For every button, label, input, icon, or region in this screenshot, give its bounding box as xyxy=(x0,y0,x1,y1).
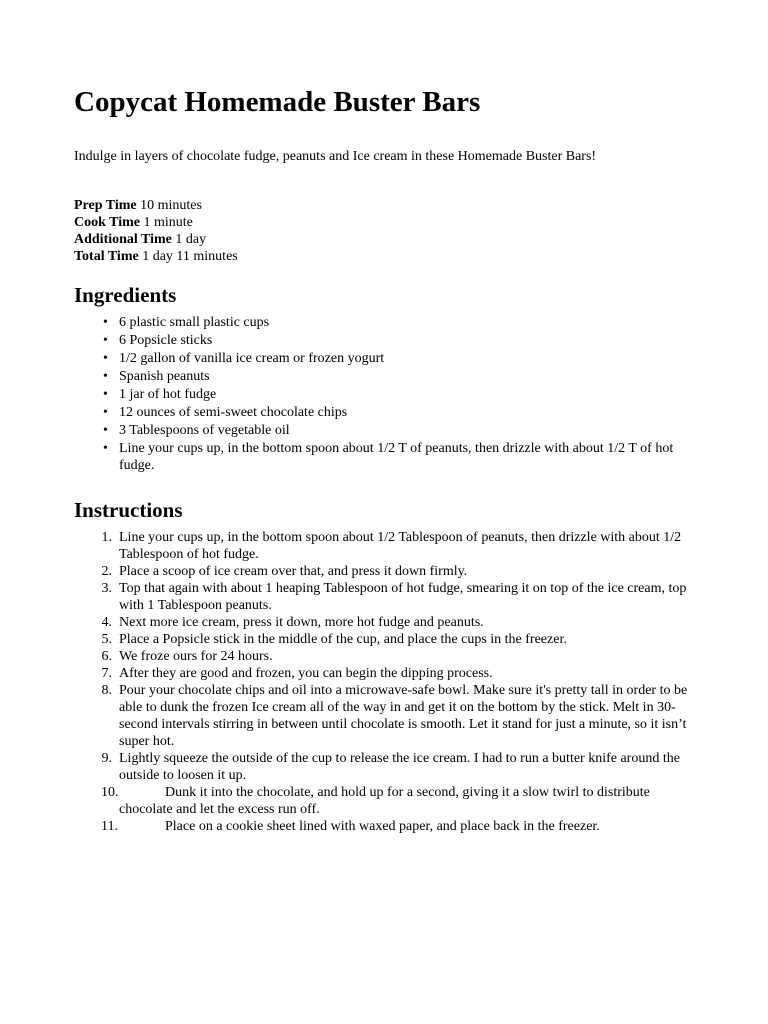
step-text: Dunk it into the chocolate, and hold up for a second, giving it a slow twirl to distribute chocolate and let the excess run off. xyxy=(119,785,650,817)
step-number: 5. xyxy=(101,632,112,647)
prep-time-value: 10 minutes xyxy=(140,198,202,213)
list-item xyxy=(74,614,704,631)
step-text: Lightly squeeze the outside of the cup to release the ice cream. I had to run a butter knife around the outside to loosen it up. xyxy=(119,751,680,783)
list-item xyxy=(74,631,704,648)
additional-time-label: Additional Time xyxy=(74,232,172,247)
cook-time-value: 1 minute xyxy=(143,215,193,230)
ingredient-text: 12 ounces of semi-sweet chocolate chips xyxy=(119,405,348,420)
step-text: After they are good and frozen, you can begin the dipping process. xyxy=(119,666,493,681)
list-item xyxy=(74,682,704,750)
total-time-row xyxy=(74,248,704,265)
step-number: 6. xyxy=(101,649,112,664)
step-number: 3. xyxy=(101,581,112,596)
bullet-icon: • xyxy=(103,423,108,438)
additional-time-row xyxy=(74,231,704,248)
step-number: 2. xyxy=(101,564,112,579)
cook-time-label: Cook Time xyxy=(74,215,140,230)
bullet-icon: • xyxy=(103,351,108,366)
recipe-times xyxy=(74,197,704,265)
ingredient-text: 1 jar of hot fudge xyxy=(119,387,217,402)
step-text: Line your cups up, in the bottom spoon about 1/2 Tablespoon of peanuts, then drizzle with about 1/2 Tablespoon of hot fudge. xyxy=(119,530,682,562)
prep-time-label: Prep Time xyxy=(74,198,137,213)
bullet-icon: • xyxy=(103,387,108,402)
list-item xyxy=(74,386,704,403)
list-item xyxy=(74,580,704,614)
ingredient-text: 6 plastic small plastic cups xyxy=(119,315,270,330)
total-time-label: Total Time xyxy=(74,249,139,264)
list-item xyxy=(74,784,704,818)
ingredients-heading: Ingredients xyxy=(74,283,177,307)
bullet-icon: • xyxy=(103,333,108,348)
prep-time-row xyxy=(74,197,704,214)
recipe-document xyxy=(74,84,704,835)
ingredient-text: 1/2 gallon of vanilla ice cream or frozen yogurt xyxy=(119,351,385,366)
list-item xyxy=(74,332,704,349)
bullet-icon: • xyxy=(103,405,108,420)
step-text: Next more ice cream, press it down, more hot fudge and peanuts. xyxy=(119,615,484,630)
list-item xyxy=(74,422,704,439)
bullet-icon: • xyxy=(103,441,108,456)
ingredient-text: Line your cups up, in the bottom spoon about 1/2 T of peanuts, then drizzle with about 1/2 T of hot fudge. xyxy=(119,441,674,473)
bullet-icon: • xyxy=(103,315,108,330)
list-item xyxy=(74,404,704,421)
step-number: 7. xyxy=(101,666,112,681)
instructions-heading: Instructions xyxy=(74,498,183,522)
step-text: Place a Popsicle stick in the middle of the cup, and place the cups in the freezer. xyxy=(119,632,567,647)
instructions-list xyxy=(74,529,704,835)
step-text: We froze ours for 24 hours. xyxy=(119,649,273,664)
step-text: Place on a cookie sheet lined with waxed paper, and place back in the freezer. xyxy=(165,819,600,834)
intro-text: Indulge in layers of chocolate fudge, peanuts and Ice cream in these Homemade Buster Bars! xyxy=(74,149,597,164)
page-title: Copycat Homemade Buster Bars xyxy=(74,86,481,118)
list-item xyxy=(74,648,704,665)
list-item xyxy=(74,350,704,367)
list-item xyxy=(74,368,704,385)
step-number: 8. xyxy=(101,683,112,698)
step-number: 4. xyxy=(101,615,112,630)
ingredients-list xyxy=(74,314,704,474)
ingredient-text: Spanish peanuts xyxy=(119,369,210,384)
step-number: 11. xyxy=(101,819,118,834)
list-item xyxy=(74,440,704,474)
step-number: 9. xyxy=(101,751,112,766)
step-number: 10. xyxy=(101,785,119,800)
list-item xyxy=(74,818,704,835)
list-item xyxy=(74,665,704,682)
list-item xyxy=(74,750,704,784)
step-text: Top that again with about 1 heaping Tablespoon of hot fudge, smearing it on top of the ice cream, top with 1 Tablespoon peanuts. xyxy=(119,581,687,613)
list-item xyxy=(74,529,704,563)
total-time-value: 1 day 11 minutes xyxy=(142,249,238,264)
step-text: Place a scoop of ice cream over that, and press it down firmly. xyxy=(119,564,468,579)
step-text: Pour your chocolate chips and oil into a microwave-safe bowl. Make sure it's pretty tall in order to be able to dunk the frozen Ice cream all of the way in and get it on the bottom by the stick. Melt in 30-second intervals stirring in between until chocolate is smooth. Let it stand for just a minute, so it isn’t super hot. xyxy=(119,683,688,749)
ingredient-text: 3 Tablespoons of vegetable oil xyxy=(119,423,290,438)
step-number: 1. xyxy=(101,530,112,545)
list-item xyxy=(74,563,704,580)
ingredient-text: 6 Popsicle sticks xyxy=(119,333,213,348)
bullet-icon: • xyxy=(103,369,108,384)
cook-time-row xyxy=(74,214,704,231)
list-item xyxy=(74,314,704,331)
additional-time-value: 1 day xyxy=(175,232,207,247)
